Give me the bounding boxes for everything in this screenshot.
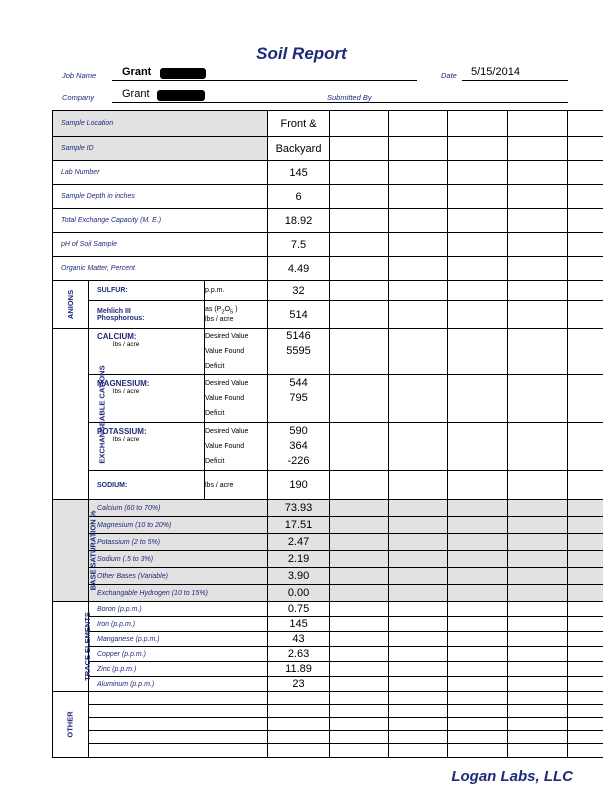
row-value: 6 — [268, 185, 330, 209]
table-row — [53, 705, 603, 718]
section-label-base-saturation: BASE SATURATION % — [53, 500, 89, 602]
row-label: Sodium (.5 to 3%) — [89, 551, 268, 568]
job-name-value: Grant — [122, 66, 152, 78]
row-label: Sample ID — [53, 137, 268, 161]
calcium-values: 5146 5595 — [268, 329, 330, 375]
section-label-other: OTHER — [53, 692, 89, 758]
report-title: Soil Report — [256, 44, 347, 63]
row-value: 23 — [268, 677, 330, 692]
table-row — [53, 551, 603, 568]
table-row — [53, 744, 603, 758]
row-label: Calcium (60 to 70%) — [89, 500, 268, 517]
sulfur-value: 32 — [268, 281, 330, 301]
magnesium-values: 544 795 — [268, 375, 330, 423]
row-label: Aluminum (p.p.m.) — [89, 677, 268, 692]
company-line — [112, 102, 568, 103]
row-value: 73.93 — [268, 500, 330, 517]
table-row — [53, 301, 603, 329]
phosphorous-value: 514 — [268, 301, 330, 329]
table-row — [53, 677, 603, 692]
table-row — [53, 500, 603, 517]
calcium-measure-labels: Desired Value Value Found Deficit — [205, 329, 268, 375]
magnesium-label: MAGNESIUM: lbs / acre — [89, 375, 205, 423]
table-row — [53, 692, 603, 705]
row-label: Boron (p.p.m.) — [89, 602, 268, 617]
row-value: 2.19 — [268, 551, 330, 568]
table-row — [53, 517, 603, 534]
row-label: Magnesium (10 to 20%) — [89, 517, 268, 534]
magnesium-measure-labels: Desired Value Value Found Deficit — [205, 375, 268, 423]
date-value: 5/15/2014 — [471, 66, 520, 78]
row-value: 145 — [268, 161, 330, 185]
row-value: 2.47 — [268, 534, 330, 551]
table-row — [53, 281, 603, 301]
row-label: Copper (p.p.m.) — [89, 647, 268, 662]
row-value: 4.49 — [268, 257, 330, 281]
calcium-label: CALCIUM: lbs / acre — [89, 329, 205, 375]
sodium-unit: lbs / acre — [205, 471, 268, 500]
potassium-label: POTASSIUM: lbs / acre — [89, 423, 205, 471]
table-row — [53, 209, 603, 233]
table-row — [53, 329, 603, 375]
company-value: Grant — [122, 88, 150, 100]
row-label: Potassium (2 to 5%) — [89, 534, 268, 551]
table-row — [53, 233, 603, 257]
table-row — [53, 185, 603, 209]
date-label: Date — [441, 71, 457, 80]
row-value: 0.00 — [268, 585, 330, 602]
row-label: Sample Depth in inches — [53, 185, 268, 209]
table-row — [53, 632, 603, 647]
row-value: 3.90 — [268, 568, 330, 585]
section-label-trace-elements: TRACE ELEMENTS — [53, 602, 89, 692]
table-row — [53, 718, 603, 731]
soil-report-table — [52, 110, 603, 758]
row-value: 2.63 — [268, 647, 330, 662]
table-row — [53, 602, 603, 617]
lab-name-footer: Logan Labs, LLC — [451, 768, 573, 785]
row-value: Front & — [268, 111, 330, 137]
sulfur-label: SULFUR: — [89, 281, 205, 301]
table-row — [53, 662, 603, 677]
phosphorous-unit: as ($P_2O_5$ ) lbs / acre — [205, 301, 268, 329]
table-row — [53, 534, 603, 551]
section-label-anions: ANIONS — [53, 281, 89, 329]
table-row — [53, 568, 603, 585]
table-row — [53, 161, 603, 185]
section-label-cations: EXCHANGEABLE CATIONS — [53, 329, 89, 500]
date-line — [462, 80, 568, 81]
table-row — [53, 617, 603, 632]
table-row — [53, 647, 603, 662]
row-label: Lab Number — [53, 161, 268, 185]
table-row — [53, 423, 603, 471]
row-label: Other Bases (Variable) — [89, 568, 268, 585]
row-label: Zinc (p.p.m.) — [89, 662, 268, 677]
row-label: Exchangable Hydrogen (10 to 15%) — [89, 585, 268, 602]
row-label: Total Exchange Capacity (M. E.) — [53, 209, 268, 233]
table-row — [53, 585, 603, 602]
row-label: Manganese (p.p.m.) — [89, 632, 268, 647]
table-row — [53, 731, 603, 744]
company-label: Company — [62, 93, 95, 102]
row-label: pH of Soil Sample — [53, 233, 268, 257]
table-row — [53, 111, 603, 137]
row-label: Sample Location — [53, 111, 268, 137]
row-value: 7.5 — [268, 233, 330, 257]
sulfur-unit: p.p.m. — [205, 281, 268, 301]
table-row — [53, 375, 603, 423]
job-name-line — [112, 80, 417, 81]
row-value: 145 — [268, 617, 330, 632]
sodium-label: SODIUM: — [89, 471, 205, 500]
row-value: 17.51 — [268, 517, 330, 534]
potassium-values: 590 364 -226 — [268, 423, 330, 471]
row-value: 0.75 — [268, 602, 330, 617]
sodium-value: 190 — [268, 471, 330, 500]
row-label: Organic Matter, Percent — [53, 257, 268, 281]
table-row — [53, 471, 603, 500]
redaction-mark — [160, 68, 206, 79]
row-value: 11.89 — [268, 662, 330, 677]
job-name-label: Job Name — [62, 71, 97, 80]
phosphorous-label: Mehlich III Phosphorous: — [89, 301, 205, 329]
table-row — [53, 137, 603, 161]
row-value: Backyard — [268, 137, 330, 161]
row-value: 18.92 — [268, 209, 330, 233]
redaction-mark — [157, 90, 205, 101]
row-label: Iron (p.p.m.) — [89, 617, 268, 632]
potassium-measure-labels: Desired Value Value Found Deficit — [205, 423, 268, 471]
row-value: 43 — [268, 632, 330, 647]
table-row — [53, 257, 603, 281]
submitted-by-label: Submitted By — [327, 93, 372, 102]
